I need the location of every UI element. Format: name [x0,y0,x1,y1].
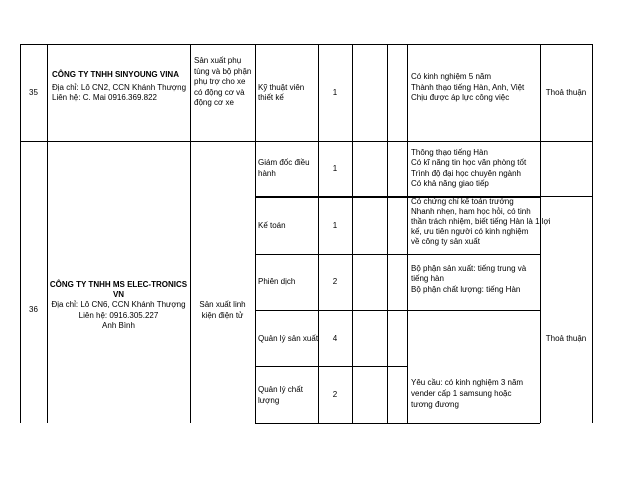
requirement-line: Có kinh nghiệm 5 năm [411,72,492,81]
requirement-line: Trình độ đại học chuyên ngành [411,169,522,178]
position-title: hành [258,169,276,178]
row-border [255,310,540,311]
row-border [20,44,592,45]
col-border [540,44,541,423]
row-number: 36 [29,305,38,314]
requirement-line: Chịu được áp lực công việc [411,93,510,102]
industry-line: phụ trợ cho xe [194,77,246,86]
row-border [255,254,540,255]
row-number: 35 [29,88,38,97]
company-name: CÔNG TY TNHH MS ELEC-TRONICS [49,280,188,289]
requirement-line: kế, ưu tiên người có kinh nghiệm [411,227,529,236]
requirement-line: Có kĩ năng tin học văn phòng tốt [411,158,527,167]
requirement-line: về công ty sản xuất [411,237,480,246]
row-border [255,366,407,367]
company-address: Địa chỉ: Lô CN2, CCN Khánh Thượng [52,83,187,92]
requirement-line: Thành thạo tiếng Hàn, Anh, Việt [411,83,525,92]
position-title: thiết kế [258,93,284,102]
position-quantity: 1 [332,221,338,230]
requirement-line: Thông thạo tiếng Hàn [411,148,488,157]
row-border [255,423,540,424]
position-quantity: 1 [332,88,338,97]
industry-line: tùng và bộ phận [194,67,252,76]
industry-line: kiện điện tử [201,311,244,320]
requirement-line: vender cấp 1 samsung hoặc [411,389,512,398]
company-name: VN [112,290,125,299]
position-title: Phiên dịch [258,277,296,286]
position-title: Kế toán [258,221,286,230]
position-title: Giám đốc điều [258,158,310,167]
col-border [318,44,319,423]
salary: Thoả thuận [545,88,587,97]
col-border [255,44,256,423]
industry-line: có động cơ và [194,88,245,97]
row-border [20,141,592,142]
col-border [20,44,21,423]
company-contact: Liên hệ: C. Mai 0916.369.822 [52,93,157,102]
industry-line: Sản xuất linh [199,300,246,309]
requirement-line: Có khả năng giao tiếp [411,179,489,188]
requirement-line: Có chứng chỉ kế toán trưởng [411,197,514,206]
position-quantity: 4 [332,334,338,343]
requirement-line: Bộ phận sản xuất: tiếng trung và [411,264,527,273]
position-title: Kỹ thuật viên [258,83,305,92]
position-title: Quản lý sản xuất [258,334,319,343]
position-quantity: 2 [332,390,338,399]
requirement-line: Yêu cầu: có kinh nghiệm 3 năm [411,378,524,387]
position-title: Quản lý chất [258,385,303,394]
company-name: CÔNG TY TNHH SINYOUNG VINA [52,70,179,79]
col-border [407,44,408,423]
col-border [592,44,593,423]
col-border [352,44,353,423]
position-title: lượng [258,396,280,405]
company-contact: Liên hệ: 0916.305.227 [78,311,159,320]
requirement-line: Bộ phận chất lượng: tiếng Hàn [411,285,521,294]
position-quantity: 1 [332,164,338,173]
col-border [47,44,48,423]
company-address: Địa chỉ: Lô CN6, CCN Khánh Thượng [51,300,186,309]
industry-line: Sản xuất phụ [194,56,242,65]
requirement-line: thần trách nhiệm, biết tiếng Hàn là 1 lợi [411,217,551,226]
company-contact-person: Anh Bình [102,321,135,330]
col-border [387,44,388,423]
col-border [190,44,191,423]
salary: Thoả thuận [545,334,587,343]
industry-line: động cơ xe [194,98,234,107]
position-quantity: 2 [332,277,338,286]
requirement-line: tương đương [411,400,459,409]
requirement-line: tiếng hàn [411,274,444,283]
requirement-line: Nhanh nhẹn, ham học hỏi, có tinh [411,207,531,216]
